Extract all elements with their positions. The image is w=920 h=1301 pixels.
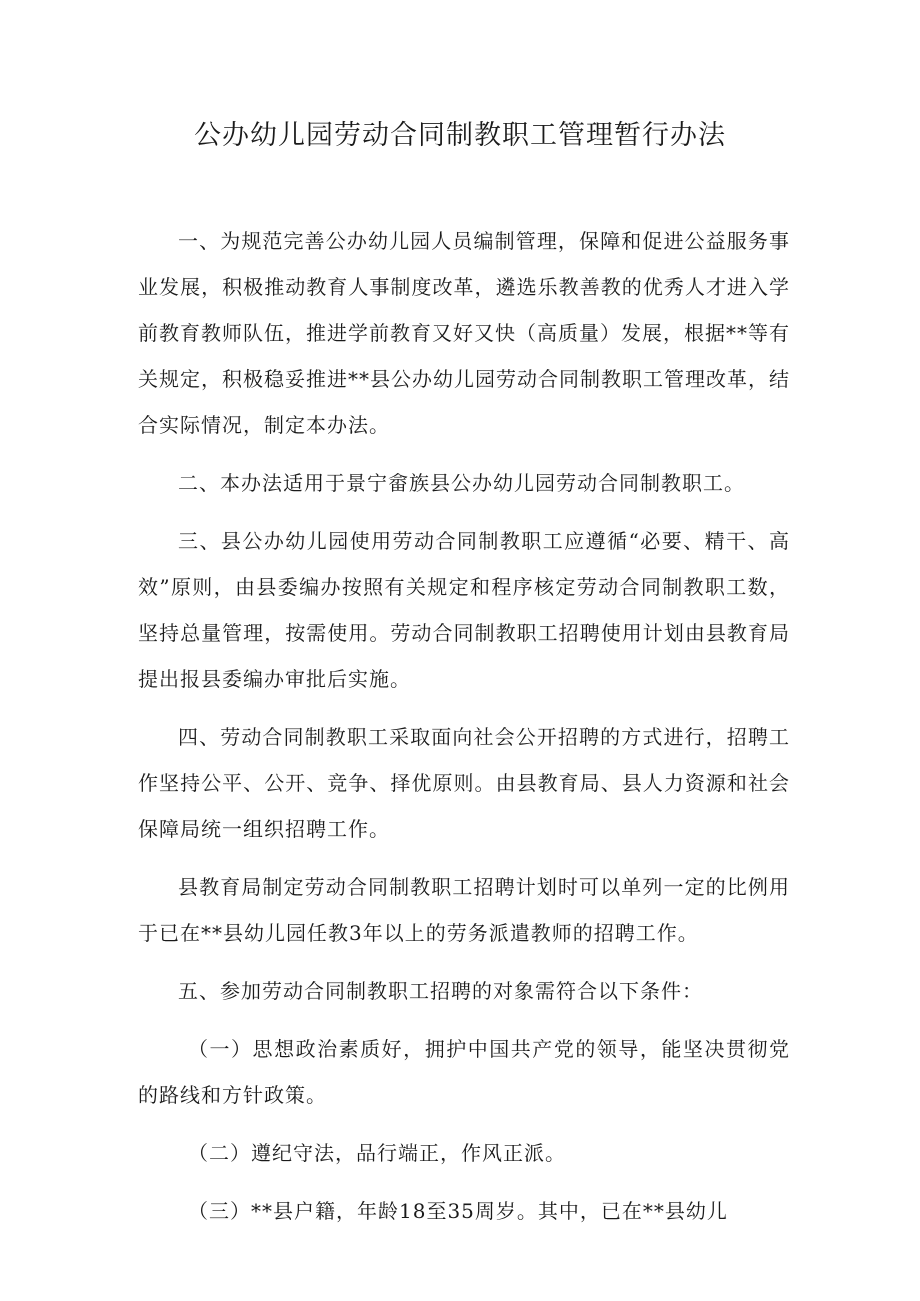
paragraph-condition-1: （一）思想政治素质好，拥护中国共产党的领导，能坚决贯彻党的路线和方针政策。 (138, 1037, 790, 1107)
paragraph-condition-3: （三）**县户籍，年龄18至35周岁。其中，已在**县幼儿 (188, 1199, 728, 1223)
paragraph-article-4-note: 县教育局制定劳动合同制教职工招聘计划时可以单列一定的比例用于已在**县幼儿园任教3年以上的劳务派遣教师的招聘工作。 (138, 875, 790, 945)
paragraph-condition-2: （二）遵纪守法，品行端正，作风正派。 (188, 1141, 566, 1165)
paragraph-article-5: 五、参加劳动合同制教职工招聘的对象需符合以下条件： (178, 979, 703, 1003)
document-body (138, 218, 790, 1246)
paragraph-article-3: 三、县公办幼儿园使用劳动合同制教职工应遵循“必要、精干、高效”原则，由县委编办按照有关规定和程序核定劳动合同制教职工数，坚持总量管理，按需使用。劳动合同制教职工招聘使用计划由县教育局提出报县委编办审批后实施。 (138, 529, 790, 691)
paragraph-article-2: 二、本办法适用于景宁畲族县公办幼儿园劳动合同制教职工。 (178, 471, 745, 495)
document-title: 公办幼儿园劳动合同制教职工管理暂行办法 (194, 120, 726, 151)
paragraph-article-1: 一、为规范完善公办幼儿园人员编制管理，保障和促进公益服务事业发展，积极推动教育人事制度改革，遴选乐教善教的优秀人才进入学前教育教师队伍，推进学前教育又好又快（高质量）发展，根据**等有关规定，积极稳妥推进**县公办幼儿园劳动合同制教职工管理改革，结合实际情况，制定本办法。 (138, 229, 790, 437)
paragraph-article-4: 四、劳动合同制教职工采取面向社会公开招聘的方式进行，招聘工作坚持公平、公开、竞争、择优原则。由县教育局、县人力资源和社会保障局统一组织招聘工作。 (138, 725, 790, 841)
